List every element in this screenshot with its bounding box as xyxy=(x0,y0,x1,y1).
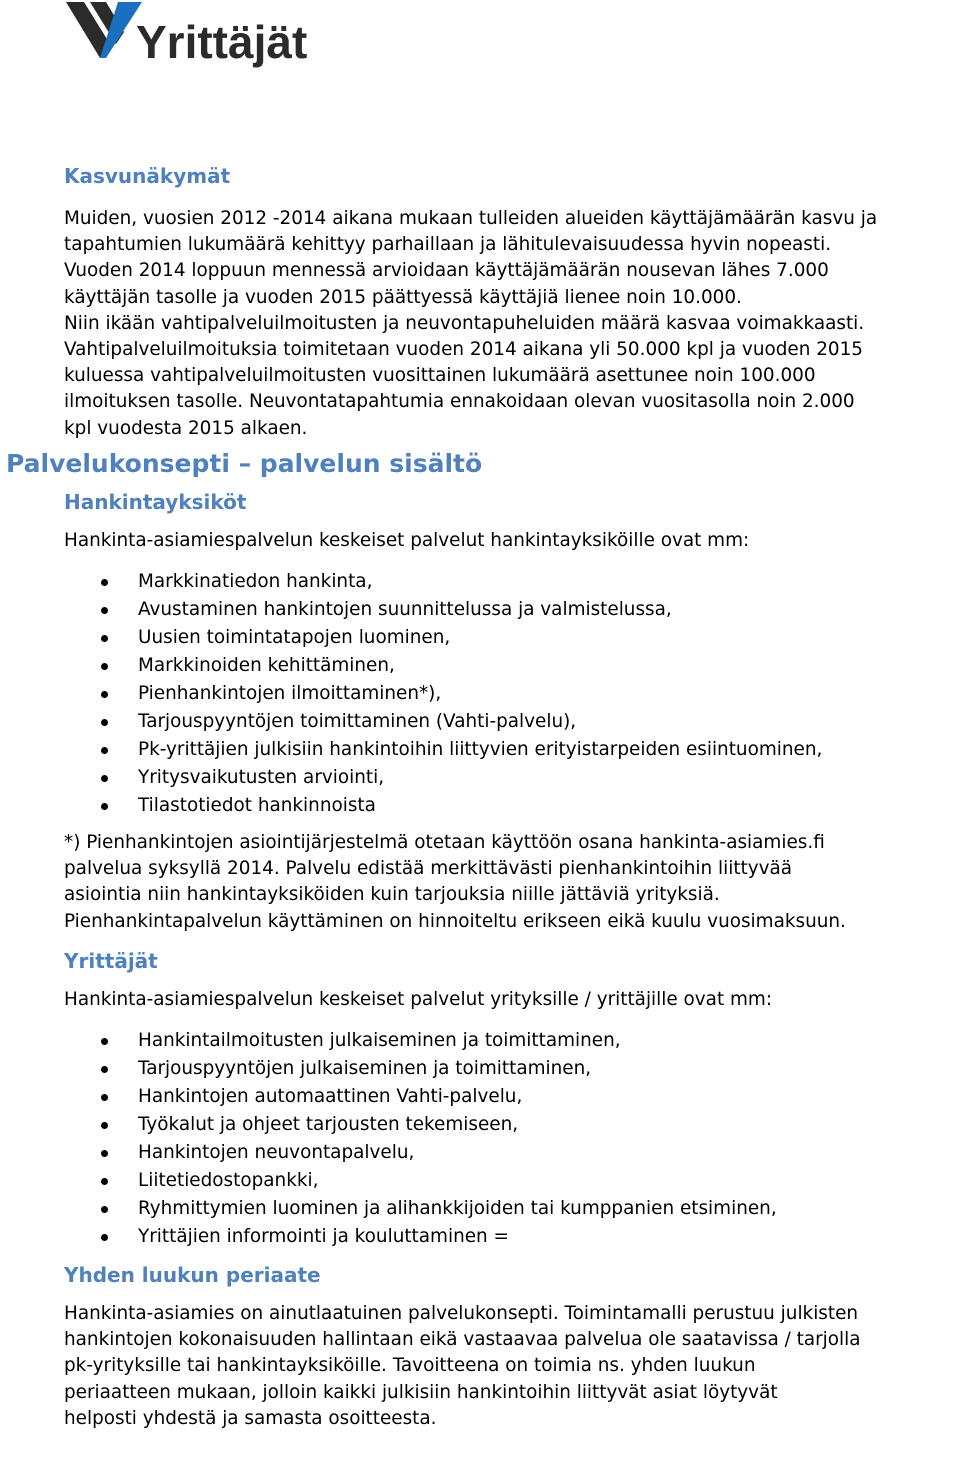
list-item: Tarjouspyyntöjen toimittaminen (Vahti-palvelu), xyxy=(64,708,960,736)
list-hankintayksikot xyxy=(64,568,960,820)
heading-kasvunakymat: Kasvunäkymät xyxy=(64,164,231,188)
paragraph-kasvu-1 xyxy=(64,206,960,311)
heading-hankintayksikot: Hankintayksiköt xyxy=(64,489,247,514)
line: helposti yhdestä ja samasta osoitteesta. xyxy=(64,1407,437,1429)
yrittajat-logo-mark xyxy=(66,0,316,70)
heading-yhden-luukun-periaate: Yhden luukun periaate xyxy=(64,1263,321,1288)
yrittajat-logo xyxy=(66,0,316,70)
list-item: Uusien toimintatapojen luominen, xyxy=(64,624,960,652)
intro-hankintayksikot: Hankinta-asiamiespalvelun keskeiset palvelut hankintayksiköille ovat mm: xyxy=(64,529,750,551)
list-item: Hankintojen neuvontapalvelu, xyxy=(64,1139,960,1167)
line: palvelua syksyllä 2014. Palvelu edistää merkittävästi pienhankintoihin liittyvää xyxy=(64,858,793,880)
list-yrittajat xyxy=(64,1027,960,1251)
list-item: Työkalut ja ohjeet tarjousten tekemiseen, xyxy=(64,1111,960,1139)
list-item: Pienhankintojen ilmoittaminen*), xyxy=(64,680,960,708)
intro-yrittajat: Hankinta-asiamiespalvelun keskeiset palvelut yrityksille / yrittäjille ovat mm: xyxy=(64,988,773,1010)
line: ilmoituksen tasolle. Neuvontatapahtumia ennakoidaan olevan vuositasolla noin 2.000 xyxy=(64,391,855,413)
line: periaatteen mukaan, jolloin kaikki julkisiin hankintoihin liittyvät asiat löytyvät xyxy=(64,1381,778,1403)
list-item: Yrittäjien informointi ja kouluttaminen = xyxy=(64,1223,960,1251)
note-pienhankinnat xyxy=(64,830,960,935)
line: Niin ikään vahtipalveluilmoitusten ja neuvontapuheluiden määrä kasvaa voimakkaasti. xyxy=(64,312,865,334)
line: kuluessa vahtipalveluilmoitusten vuosittainen lukumäärä asettunee noin 100.000 xyxy=(64,365,816,387)
line: kpl vuodesta 2015 alkaen. xyxy=(64,417,308,439)
list-item: Ryhmittymien luominen ja alihankkijoiden tai kumppanien etsiminen, xyxy=(64,1195,960,1223)
paragraph-luukku xyxy=(64,1301,960,1432)
line: Pienhankintapalvelun käyttäminen on hinnoiteltu erikseen eikä kuulu vuosimaksuun. xyxy=(64,910,846,932)
line: käyttäjän tasolle ja vuoden 2015 päättyessä käyttäjiä lienee noin 10.000. xyxy=(64,286,742,308)
list-item: Markkinoiden kehittäminen, xyxy=(64,652,960,680)
line: hankintojen kokonaisuuden hallintaan eikä vastaavaa palvelua ole saatavissa / tarjolla xyxy=(64,1329,861,1351)
line: Vahtipalveluilmoituksia toimitetaan vuoden 2014 aikana yli 50.000 kpl ja vuoden 2015 xyxy=(64,339,864,361)
list-item: Yritysvaikutusten arviointi, xyxy=(64,764,960,792)
list-item: Liitetiedostopankki, xyxy=(64,1167,960,1195)
list-item: Tarjouspyyntöjen julkaiseminen ja toimittaminen, xyxy=(64,1055,960,1083)
line: tapahtumien lukumäärä kehittyy parhaillaan ja lähitulevaisuudessa hyvin nopeasti. xyxy=(64,234,832,256)
heading-yrittajat: Yrittäjät xyxy=(64,948,158,973)
paragraph-kasvu-2 xyxy=(64,311,960,442)
list-item: Avustaminen hankintojen suunnittelussa ja valmistelussa, xyxy=(64,596,960,624)
line: Hankinta-asiamies on ainutlaatuinen palvelukonsepti. Toimintamalli perustuu julkisten xyxy=(64,1303,859,1325)
line: Vuoden 2014 loppuun mennessä arvioidaan käyttäjämäärän nousevan lähes 7.000 xyxy=(64,260,829,282)
line: pk-yrityksille tai hankintayksiköille. Tavoitteena on toimia ns. yhden luukun xyxy=(64,1355,756,1377)
line: *) Pienhankintojen asiointijärjestelmä otetaan käyttöön osana hankinta-asiamies.fi xyxy=(64,832,825,854)
line: asiointia niin hankintayksiköiden kuin tarjouksia niille jättäviä yrityksiä. xyxy=(64,884,720,906)
list-item: Hankintojen automaattinen Vahti-palvelu, xyxy=(64,1083,960,1111)
logo-wordmark: Yrittäjät xyxy=(136,16,308,68)
document-body xyxy=(6,162,960,1432)
list-item: Hankintailmoitusten julkaiseminen ja toimittaminen, xyxy=(64,1027,960,1055)
line: Muiden, vuosien 2012 -2014 aikana mukaan tulleiden alueiden käyttäjämäärän kasvu ja xyxy=(64,208,878,229)
heading-palvelukonsepti: Palvelukonsepti – palvelun sisältö xyxy=(6,448,483,478)
list-item: Markkinatiedon hankinta, xyxy=(64,568,960,596)
list-item: Pk-yrittäjien julkisiin hankintoihin liittyvien erityistarpeiden esiintuominen, xyxy=(64,736,960,764)
list-item: Tilastotiedot hankinnoista xyxy=(64,792,960,820)
